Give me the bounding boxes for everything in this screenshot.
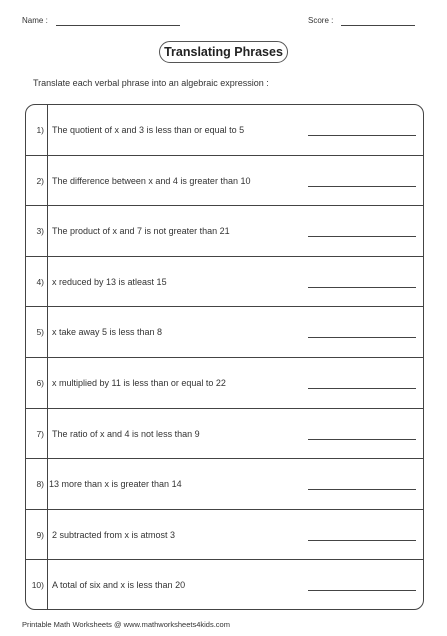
footer-credit: Printable Math Worksheets @ www.mathworksheets4kids.com: [22, 620, 230, 629]
score-field: [308, 16, 418, 25]
problem-row: [26, 358, 423, 409]
answer-line[interactable]: [308, 287, 416, 288]
instructions: Translate each verbal phrase into an algebraic expression :: [33, 78, 269, 88]
page-title: Translating Phrases: [159, 41, 288, 63]
problem-number: 5): [36, 327, 44, 338]
problem-text: x take away 5 is less than 8: [52, 327, 163, 338]
problem-text: 2 subtracted from x is atmost 3: [52, 529, 176, 540]
problem-row: [26, 510, 423, 561]
problem-text: x multiplied by 11 is less than or equal to 22: [52, 378, 226, 388]
problem-text: The ratio of x and 4 is not less than 9: [52, 428, 200, 439]
answer-line[interactable]: [308, 236, 416, 237]
problem-text: The quotient of x and 3 is less than or equal to 5: [52, 125, 245, 135]
problem-row: [26, 560, 423, 611]
problem-row: [26, 409, 423, 460]
name-field: [22, 16, 162, 25]
problem-number: 10): [31, 580, 44, 591]
problem-row: [26, 206, 423, 257]
problem-number: 9): [36, 529, 44, 540]
problem-row: [26, 307, 423, 358]
answer-line[interactable]: [308, 135, 416, 136]
name-label: Name :: [22, 16, 48, 25]
problem-text: The difference between x and 4 is greater than 10: [52, 175, 251, 186]
problem-text: x reduced by 13 is atleast 15: [52, 276, 167, 287]
problem-number: 6): [36, 378, 44, 388]
problem-row: [26, 105, 423, 156]
answer-line[interactable]: [308, 337, 416, 338]
answer-line[interactable]: [308, 186, 416, 187]
problem-text: The product of x and 7 is not greater than 21: [52, 226, 230, 237]
problem-number: 8): [36, 479, 44, 490]
answer-line[interactable]: [308, 590, 416, 591]
problem-number: 7): [36, 428, 44, 439]
answer-line[interactable]: [308, 489, 416, 490]
problem-row: [26, 257, 423, 308]
problems-panel: [25, 104, 424, 610]
problem-text: 13 more than x is greater than 14: [49, 479, 182, 490]
score-line[interactable]: [341, 25, 415, 26]
answer-line[interactable]: [308, 388, 416, 389]
problem-text: A total of six and x is less than 20: [52, 580, 186, 591]
problem-number: 4): [36, 276, 44, 287]
answer-line[interactable]: [308, 439, 416, 440]
problem-row: [26, 156, 423, 207]
answer-line[interactable]: [308, 540, 416, 541]
problem-number: 3): [36, 226, 44, 237]
problem-row: [26, 459, 423, 510]
score-label: Score :: [308, 16, 334, 25]
problem-number: 1): [36, 125, 44, 135]
problem-number: 2): [36, 175, 44, 186]
name-line[interactable]: [56, 25, 180, 26]
